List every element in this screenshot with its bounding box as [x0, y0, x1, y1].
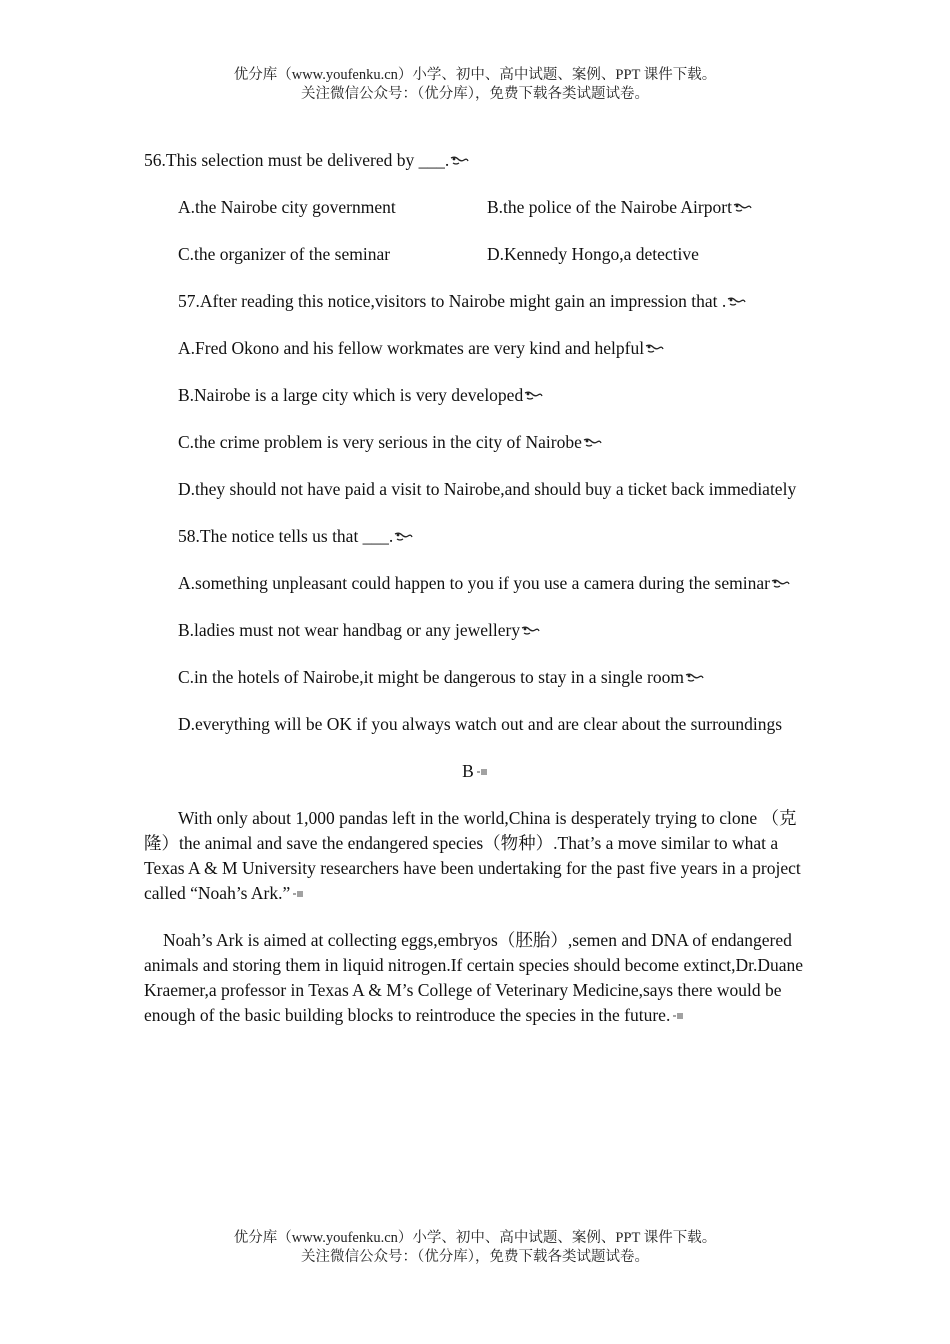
paragraph-mark-icon — [450, 155, 469, 167]
q56-option-a: A.the Nairobe city government — [178, 197, 396, 217]
q57-option-a-text: A.Fred Okono and his fellow workmates are very kind and helpful — [178, 338, 645, 358]
q56-stem-text: 56.This selection must be delivered by ___. — [144, 150, 450, 170]
paragraph-mark-icon — [583, 437, 602, 449]
page-footer — [0, 1229, 950, 1267]
q58-option-d: D.everything will be OK if you always watch out and are clear about the surroundings — [178, 714, 783, 734]
paragraph-mark-icon — [394, 531, 413, 543]
q57-option-c — [144, 430, 806, 455]
paragraph-mark-icon — [645, 343, 664, 355]
q57-option-d: D.they should not have paid a visit to Nairobe,and should buy a ticket back immediately — [178, 479, 797, 499]
q58-option-c — [144, 665, 806, 690]
q58-stem — [144, 524, 806, 549]
section-b-paragraph-1-text: With only about 1,000 pandas left in the world,China is desperately trying to clone （克隆）the animal and save the endangered species（物种）.That’s a move similar to what a Texas A & M University researchers have been undertaking for the past five years in a project called “Noah’s Ark.” — [144, 808, 801, 903]
q58-option-b — [144, 618, 806, 643]
q58-option-a — [144, 571, 806, 596]
paragraph-mark-icon — [771, 578, 790, 590]
line-end-mark-icon — [476, 767, 488, 777]
q57-option-b-text: B.Nairobe is a large city which is very developed — [178, 385, 524, 405]
q58-option-b-text: B.ladies must not wear handbag or any jewellery — [178, 620, 521, 640]
q58-stem-text: 58.The notice tells us that ___. — [178, 526, 394, 546]
section-b-paragraph-2 — [144, 928, 806, 1028]
header-line-2: 关注微信公众号：（优分库），免费下载各类试题试卷。 — [301, 86, 649, 102]
line-end-mark-icon — [292, 889, 304, 899]
section-b-heading-text: B — [462, 761, 474, 781]
footer-line-1: 优分库（www.youfenku.cn）小学、初中、高中试题、案例、PPT 课件下载。 — [233, 1230, 717, 1246]
q57-stem — [144, 289, 806, 314]
page-header — [0, 66, 950, 104]
q57-option-b — [144, 383, 806, 408]
q56-option-b — [487, 195, 752, 220]
q56-option-d: D.Kennedy Hongo,a detective — [487, 244, 699, 264]
document-body — [144, 148, 806, 1050]
section-b-paragraph-1 — [144, 806, 806, 906]
header-line-1: 优分库（www.youfenku.cn）小学、初中、高中试题、案例、PPT 课件下载。 — [233, 67, 717, 83]
paragraph-mark-icon — [727, 296, 746, 308]
paragraph-mark-icon — [524, 390, 543, 402]
q57-option-a — [144, 336, 806, 361]
q56-option-c: C.the organizer of the seminar — [178, 244, 391, 264]
q58-option-a-text: A.something unpleasant could happen to you if you use a camera during the seminar — [178, 573, 770, 593]
section-b-paragraph-2-text: Noah’s Ark is aimed at collecting eggs,embryos（胚胎）,semen and DNA of endangered animals and storing them in liquid nitrogen.If certain species should become extinct,Dr.Duane Kraemer,a professor in Texas A & M’s College of Veterinary Medicine,says there would be enough of the basic building blocks to reintroduce the species in the future. — [144, 930, 803, 1025]
footer-line-2: 关注微信公众号：（优分库），免费下载各类试题试卷。 — [301, 1249, 649, 1265]
line-end-mark-icon — [672, 1011, 684, 1021]
q58-option-c-text: C.in the hotels of Nairobe,it might be dangerous to stay in a single room — [178, 667, 684, 687]
q57-option-c-text: C.the crime problem is very serious in the city of Nairobe — [178, 432, 582, 452]
q57-stem-text: 57.After reading this notice,visitors to Nairobe might gain an impression that . — [178, 291, 727, 311]
paragraph-mark-icon — [733, 202, 752, 214]
q56-option-b-text: B.the police of the Nairobe Airport — [487, 197, 732, 217]
q56-row-2 — [144, 242, 806, 267]
q56-stem — [144, 148, 806, 173]
paragraph-mark-icon — [521, 625, 540, 637]
paragraph-mark-icon — [685, 672, 704, 684]
q56-row-1 — [144, 195, 806, 220]
section-b-heading — [144, 759, 806, 784]
